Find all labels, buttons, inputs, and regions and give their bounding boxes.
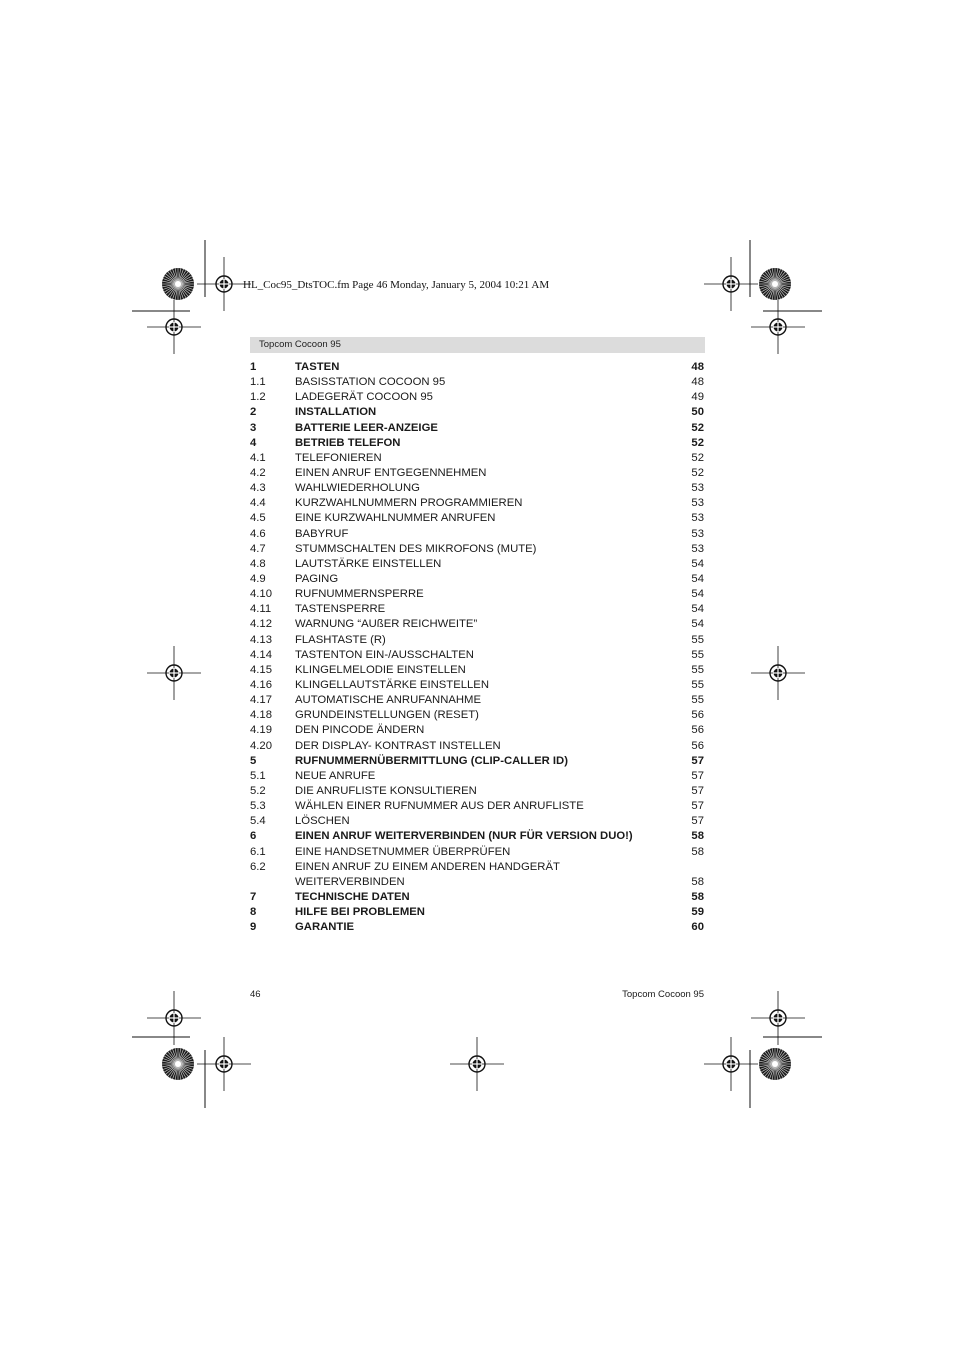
toc-row xyxy=(250,648,705,663)
toc-row xyxy=(250,466,705,481)
toc-title: BASISSTATION COCOON 95 xyxy=(295,376,446,389)
toc-page: 52 xyxy=(691,436,704,449)
color-starburst-icon xyxy=(162,268,194,300)
toc-page: 57 xyxy=(691,754,704,767)
toc-page: 58 xyxy=(691,875,704,888)
toc-page: 52 xyxy=(691,451,704,464)
toc-number: 4.8 xyxy=(250,557,266,570)
toc-page: 54 xyxy=(691,557,704,570)
toc-page: 50 xyxy=(691,406,704,419)
color-starburst-icon xyxy=(162,1048,194,1080)
toc-number: 9 xyxy=(250,921,257,934)
toc-number: 4.19 xyxy=(250,724,272,737)
toc-page: 58 xyxy=(691,830,704,843)
toc-page: 48 xyxy=(691,376,704,389)
toc-title: BATTERIE LEER-ANZEIGE xyxy=(295,421,438,434)
toc-title: KURZWAHLNUMMERN PROGRAMMIEREN xyxy=(295,497,523,510)
toc-title: WEITERVERBINDEN xyxy=(295,875,405,888)
toc-page: 57 xyxy=(691,800,704,813)
print-header: HL_Coc95_DtsTOC.fm Page 46 Monday, January 5, 2004 10:21 AM xyxy=(243,279,550,291)
toc-row xyxy=(250,527,705,542)
toc-number: 1 xyxy=(250,361,257,373)
toc-title: GARANTIE xyxy=(295,921,354,934)
toc-row xyxy=(250,860,705,875)
toc-title: WAHLWIEDERHOLUNG xyxy=(295,482,420,495)
toc-number: 4.18 xyxy=(250,709,272,722)
toc-row xyxy=(250,633,705,648)
toc-row xyxy=(250,769,705,784)
toc-row xyxy=(250,875,705,890)
toc-title: LADEGERÄT COCOON 95 xyxy=(295,391,433,404)
toc-row xyxy=(250,920,705,935)
toc-page: 57 xyxy=(691,784,704,797)
table-of-contents xyxy=(250,360,705,935)
toc-number: 4.9 xyxy=(250,572,266,585)
toc-page: 56 xyxy=(691,724,704,737)
toc-row xyxy=(250,905,705,920)
registration-target-icon xyxy=(450,1037,504,1091)
toc-title: TASTENSPERRE xyxy=(295,603,386,616)
toc-number: 4.15 xyxy=(250,663,272,676)
toc-number: 4.16 xyxy=(250,678,272,691)
toc-row xyxy=(250,602,705,617)
toc-number: 4 xyxy=(250,436,257,449)
toc-page: 56 xyxy=(691,739,704,752)
toc-number: 6.1 xyxy=(250,845,266,858)
toc-row xyxy=(250,390,705,405)
toc-row xyxy=(250,784,705,799)
toc-title: GRUNDEINSTELLUNGEN (RESET) xyxy=(295,709,479,722)
toc-row xyxy=(250,436,705,451)
toc-page: 60 xyxy=(691,921,704,934)
toc-title: BABYRUF xyxy=(295,527,349,540)
toc-title: STUMMSCHALTEN DES MIKROFONS (MUTE) xyxy=(295,542,537,555)
toc-row xyxy=(250,799,705,814)
running-header-band xyxy=(250,337,705,353)
toc-row xyxy=(250,511,705,526)
toc-page: 55 xyxy=(691,663,704,676)
toc-row xyxy=(250,481,705,496)
toc-page: 57 xyxy=(691,815,704,828)
toc-title: KLINGELLAUTSTÄRKE EINSTELLEN xyxy=(295,678,489,691)
toc-row xyxy=(250,421,705,436)
toc-number: 4.13 xyxy=(250,633,272,646)
toc-number: 4.17 xyxy=(250,694,272,707)
toc-number: 5.3 xyxy=(250,800,266,813)
toc-number: 4.20 xyxy=(250,739,272,752)
toc-number: 2 xyxy=(250,406,257,419)
toc-number: 4.12 xyxy=(250,618,272,631)
toc-page: 58 xyxy=(691,890,704,903)
toc-page: 53 xyxy=(691,482,704,495)
toc-page: 54 xyxy=(691,618,704,631)
toc-row xyxy=(250,360,705,375)
toc-page: 55 xyxy=(691,678,704,691)
toc-number: 4.1 xyxy=(250,451,266,464)
toc-page: 56 xyxy=(691,709,704,722)
toc-number: 8 xyxy=(250,906,257,919)
toc-title: LÖSCHEN xyxy=(295,815,350,828)
toc-title: TELEFONIEREN xyxy=(295,451,382,464)
toc-row xyxy=(250,723,705,738)
registration-target-icon xyxy=(751,300,805,354)
toc-row xyxy=(250,496,705,511)
toc-title: HILFE BEI PROBLEMEN xyxy=(295,906,425,919)
toc-page: 54 xyxy=(691,603,704,616)
toc-title: EINE HANDSETNUMMER ÜBERPRÜFEN xyxy=(295,845,511,858)
toc-page: 48 xyxy=(691,361,704,373)
toc-page: 53 xyxy=(691,497,704,510)
toc-row xyxy=(250,542,705,557)
toc-row xyxy=(250,708,705,723)
toc-page: 49 xyxy=(691,391,704,404)
toc-row xyxy=(250,663,705,678)
toc-number: 5 xyxy=(250,754,257,767)
toc-title: TASTEN xyxy=(295,361,340,373)
toc-title: DEN PINCODE ÄNDERN xyxy=(295,724,425,737)
color-starburst-icon xyxy=(759,268,791,300)
toc-page: 59 xyxy=(691,906,704,919)
toc-number: 4.3 xyxy=(250,482,266,495)
toc-page: 53 xyxy=(691,512,704,525)
toc-number: 4.7 xyxy=(250,542,266,555)
toc-number: 6.2 xyxy=(250,860,266,873)
toc-page: 52 xyxy=(691,466,704,479)
footer-page-number: 46 xyxy=(250,989,261,1000)
toc-title: RUFNUMMERNÜBERMITTLUNG (CLIP-CALLER ID) xyxy=(295,754,568,767)
toc-number: 1.1 xyxy=(250,376,266,389)
toc-page: 55 xyxy=(691,648,704,661)
registration-target-icon xyxy=(147,300,201,354)
toc-title: KLINGELMELODIE EINSTELLEN xyxy=(295,663,466,676)
toc-row xyxy=(250,572,705,587)
toc-title: EINEN ANRUF ENTGEGENNEHMEN xyxy=(295,466,487,479)
toc-title: EINE KURZWAHLNUMMER ANRUFEN xyxy=(295,512,496,525)
toc-row xyxy=(250,814,705,829)
toc-row xyxy=(250,451,705,466)
toc-title: LAUTSTÄRKE EINSTELLEN xyxy=(295,557,442,570)
toc-number: 6 xyxy=(250,830,257,843)
toc-number: 5.2 xyxy=(250,784,266,797)
toc-row xyxy=(250,739,705,754)
toc-number: 5.4 xyxy=(250,815,266,828)
toc-title: TASTENTON EIN-/AUSSCHALTEN xyxy=(295,648,474,661)
toc-row xyxy=(250,754,705,769)
toc-row xyxy=(250,405,705,420)
toc-number: 4.10 xyxy=(250,588,272,601)
toc-title: FLASHTASTE (R) xyxy=(295,633,386,646)
toc-title: WARNUNG “AUßER REICHWEITE” xyxy=(295,618,478,631)
toc-title: PAGING xyxy=(295,572,339,585)
toc-title: RUFNUMMERNSPERRE xyxy=(295,588,424,601)
toc-number: 4.11 xyxy=(250,603,272,616)
toc-title: EINEN ANRUF WEITERVERBINDEN (NUR FÜR VERSION DUO!) xyxy=(295,830,633,843)
toc-number: 4.5 xyxy=(250,512,266,525)
toc-row xyxy=(250,617,705,632)
toc-number: 4.4 xyxy=(250,497,266,510)
toc-number: 3 xyxy=(250,421,257,434)
toc-number: 1.2 xyxy=(250,391,266,404)
toc-number: 5.1 xyxy=(250,769,266,782)
toc-row xyxy=(250,678,705,693)
footer-product: Topcom Cocoon 95 xyxy=(622,989,704,1000)
toc-page: 58 xyxy=(691,845,704,858)
toc-page: 55 xyxy=(691,694,704,707)
toc-title: EINEN ANRUF ZU EINEM ANDEREN HANDGERÄT xyxy=(295,860,560,873)
toc-page: 55 xyxy=(691,633,704,646)
toc-page: 53 xyxy=(691,542,704,555)
toc-row xyxy=(250,587,705,602)
toc-title: BETRIEB TELEFON xyxy=(295,436,401,449)
registration-target-icon xyxy=(751,646,805,700)
toc-title: WÄHLEN EINER RUFNUMMER AUS DER ANRUFLISTE xyxy=(295,800,584,813)
toc-title: NEUE ANRUFE xyxy=(295,769,376,782)
toc-title: DER DISPLAY- KONTRAST INSTELLEN xyxy=(295,739,501,752)
registration-target-icon xyxy=(147,646,201,700)
toc-row xyxy=(250,557,705,572)
toc-row xyxy=(250,890,705,905)
toc-row xyxy=(250,375,705,390)
toc-title: DIE ANRUFLISTE KONSULTIEREN xyxy=(295,784,477,797)
toc-page: 54 xyxy=(691,588,704,601)
toc-number: 4.14 xyxy=(250,648,272,661)
toc-number: 7 xyxy=(250,890,257,903)
toc-title: INSTALLATION xyxy=(295,406,377,419)
toc-page: 52 xyxy=(691,421,704,434)
toc-number: 4.2 xyxy=(250,466,266,479)
toc-page: 54 xyxy=(691,572,704,585)
toc-number: 4.6 xyxy=(250,527,266,540)
toc-title: TECHNISCHE DATEN xyxy=(295,890,410,903)
toc-row xyxy=(250,693,705,708)
color-starburst-icon xyxy=(759,1048,791,1080)
running-header: Topcom Cocoon 95 xyxy=(259,339,341,350)
toc-title: AUTOMATISCHE ANRUFANNAHME xyxy=(295,694,482,707)
toc-row xyxy=(250,829,705,844)
toc-page: 57 xyxy=(691,769,704,782)
toc-page: 53 xyxy=(691,527,704,540)
toc-row xyxy=(250,845,705,860)
